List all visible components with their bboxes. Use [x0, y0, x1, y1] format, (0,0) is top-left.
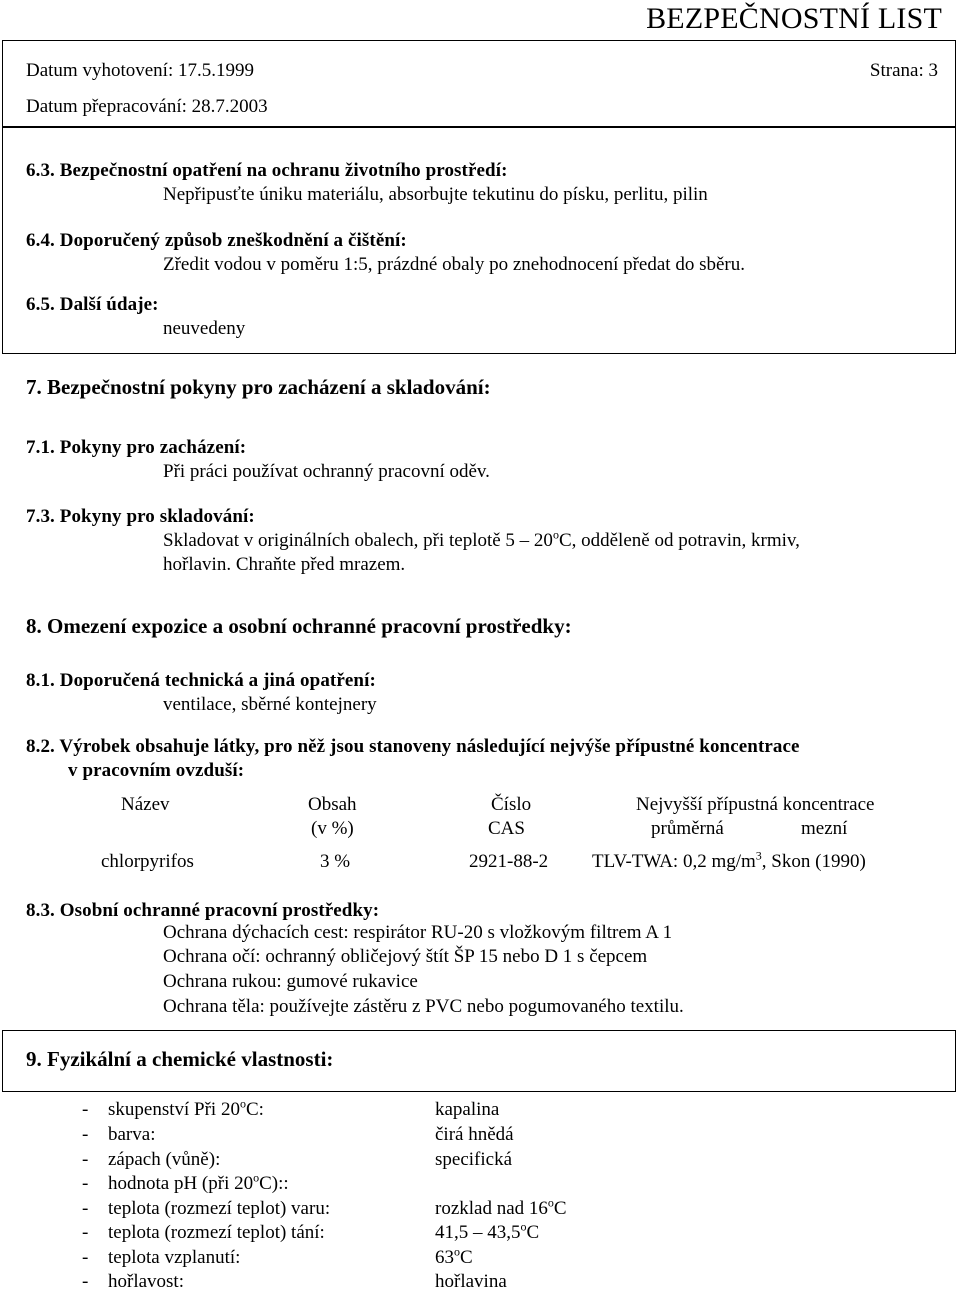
property-value: rozklad nad 16$^o$C — [435, 1195, 567, 1219]
section-7-1-text: Při práci používat ochranný pracovní oděv. — [163, 461, 490, 482]
property-label: hořlavost: — [108, 1271, 184, 1292]
property-dash: - — [82, 1173, 89, 1194]
section-7-3-text: Skladovat v originálních obalech, při teplotě 5 – 20$^o$C, odděleně od potravin, krmiv, — [163, 527, 800, 551]
table-header-limit-average: průměrná — [651, 818, 724, 839]
property-dash: - — [82, 1198, 89, 1219]
property-label: zápach (vůně): — [108, 1149, 221, 1170]
table-header-number: Číslo — [491, 794, 532, 815]
property-label: teplota (rozmezí teplot) tání: — [108, 1222, 325, 1243]
section-8-heading: 8. Omezení expozice a osobní ochranné pracovní prostředky: — [26, 614, 572, 638]
section-8-2-heading: 8.2. Výrobek obsahuje látky, pro něž jsou stanoveny následující nejvýše přípustné koncentrace — [26, 736, 800, 757]
property-value: 41,5 – 43,5$^o$C — [435, 1219, 540, 1243]
section-6-5-text: neuvedeny — [163, 318, 246, 339]
section-7-heading: 7. Bezpečnostní pokyny pro zacházení a skladování: — [26, 375, 491, 399]
property-value: 63$^o$C — [435, 1244, 473, 1268]
section-8-2-heading-cont: v pracovním ovzduší: — [68, 760, 245, 781]
section-8-3-heading: 8.3. Osobní ochranné pracovní prostředky: — [26, 900, 380, 921]
table-cell-limit: TLV-TWA: 0,2 $mg/m^3$, Skon (1990) — [592, 848, 866, 872]
ppe-line: Ochrana dýchacích cest: respirátor RU-20 s vložkovým filtrem A 1 — [163, 922, 673, 943]
ppe-line: Ochrana rukou: gumové rukavice — [163, 971, 418, 992]
revision-date: Datum přepracování: 28.7.2003 — [26, 96, 268, 117]
property-dash: - — [82, 1247, 89, 1268]
property-value: hořlavina — [435, 1271, 507, 1292]
page-number: Strana: 3 — [869, 60, 938, 81]
divider — [2, 1091, 956, 1092]
property-value: čirá hnědá — [435, 1124, 514, 1145]
property-label: teplota vzplanutí: — [108, 1247, 241, 1268]
table-cell-cas: 2921-88-2 — [469, 851, 549, 872]
table-cell-content: 3 % — [320, 851, 351, 872]
table-header-content: Obsah — [308, 794, 357, 815]
table-header-limit: Nejvyšší přípustná koncentrace — [636, 794, 875, 815]
section-8-1-heading: 8.1. Doporučená technická a jiná opatření: — [26, 670, 376, 691]
section-7-3-heading: 7.3. Pokyny pro skladování: — [26, 506, 255, 527]
property-dash: - — [82, 1099, 89, 1120]
section-7-1-heading: 7.1. Pokyny pro zacházení: — [26, 437, 247, 458]
property-label: teplota (rozmezí teplot) varu: — [108, 1198, 331, 1219]
section-6-4-text: Zředit vodou v poměru 1:5, prázdné obaly po znehodnocení předat do sběru. — [163, 254, 745, 275]
property-dash: - — [82, 1271, 89, 1292]
section-6-5-heading: 6.5. Další údaje: — [26, 294, 159, 315]
property-value: kapalina — [435, 1099, 500, 1120]
section-6-3-heading: 6.3. Bezpečnostní opatření na ochranu životního prostředí: — [26, 160, 508, 181]
section-8-1-text: ventilace, sběrné kontejnery — [163, 694, 377, 715]
property-dash: - — [82, 1222, 89, 1243]
creation-date: Datum vyhotovení: 17.5.1999 — [26, 60, 254, 81]
divider — [2, 353, 956, 354]
property-dash: - — [82, 1124, 89, 1145]
property-dash: - — [82, 1149, 89, 1170]
property-value: specifická — [435, 1149, 513, 1170]
ppe-line: Ochrana těla: používejte zástěru z PVC nebo pogumovaného textilu. — [163, 996, 684, 1017]
table-header-cas: CAS — [488, 818, 525, 839]
table-header-content-unit: (v %) — [311, 818, 354, 839]
table-cell-name: chlorpyrifos — [101, 851, 194, 872]
section-9-heading: 9. Fyzikální a chemické vlastnosti: — [26, 1047, 334, 1071]
property-label: hodnota pH (při 20$^o$C):: — [108, 1170, 289, 1194]
table-header-limit-max: mezní — [801, 818, 848, 839]
ppe-line: Ochrana očí: ochranný obličejový štít ŠP 15 nebo D 1 s čepcem — [163, 946, 648, 967]
property-label: skupenství Při 20$^o$C: — [108, 1096, 264, 1120]
property-label: barva: — [108, 1124, 156, 1145]
section-6-3-text: Nepřipusťte úniku materiálu, absorbujte tekutinu do písku, perlitu, pilin — [163, 184, 708, 205]
table-header-name: Název — [121, 794, 170, 815]
section-7-3-text-cont: hořlavin. Chraňte před mrazem. — [163, 554, 406, 575]
section-6-4-heading: 6.4. Doporučený způsob zneškodnění a čištění: — [26, 230, 407, 251]
document-title: BEZPEČNOSTNÍ LIST — [646, 2, 942, 35]
